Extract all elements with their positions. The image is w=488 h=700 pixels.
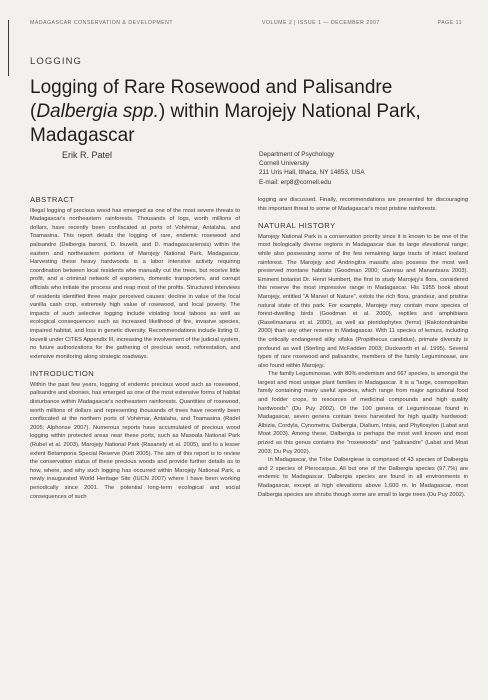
title-part-2: ) within Marojejy National Park, Madagascar	[30, 101, 421, 146]
introduction-text: Within the past few years, logging of endemic precious wood such as rosewood, palisandre and ebonies, has emerged as one of the most extensive forms of habitat disturbance within Madagascar's northeastern rainforests. Quantities of rosewood, worth millions of dollars and representing thousands of trees have recently been confiscated at the northern ports of Vohémar, Antalaha, and Toamasina (Radel 2005; Alphonse 2007). Numerous reports have accumulated of precious wood logging within protected areas near these ports, such as Masoala National Park (Rubel et al. 2003), Marojejy National Park (Rasanely et al. 2005), and to a lesser extent Betampona Special Reserve (Kett 2005). The aim of this report is to review the conservation status of these precious woods and provide further details as to how, where, and why such logging has occurred within Marojejy National Park, a newly inaugurated World Heritage Site (IUCN 2007) where I have been working periodically since 2001. The potential long-term ecological and social consequences of such	[30, 381, 240, 500]
title-italic: Dalbergia spp.	[36, 101, 159, 122]
natural-history-heading: NATURAL HISTORY	[258, 221, 336, 231]
section-label: LOGGING	[30, 56, 83, 67]
natural-history-paragraph-3: In Madagascar, the Tribe Dalbergieae is comprised of 43 species of Dalbergia and 2 species of Pterocarpus. All but one of the Dalbergia species (97.7%) are endemic to Madagascar. Dalbergia species are found in all environments in Madagascar, except at high elevations above 1,600 m. In Madagascar, most Dalbergia species are shrubs though some are small to large trees (Du Puy 2002).	[258, 457, 468, 498]
running-header	[30, 20, 462, 30]
natural-history-paragraph-1: Marojejy National Park is a conservation priority since it is known to be one of the most biologically diverse regions in Madagascar due its large elevational range; while also possessing some of the few remaining large tracts of intact lowland rainforest. The Marojejy and Andringitra massifs also possess the most well preserved montane habitats (Goodman 2000; Garreau and Manantsara 2003). Eminent botanist Dr. Henri Humbert, the first to study Marojejy's flora, considered this reserve the most impressive range in Madagascar. His 1955 book about Marojejy, entitled "A Marvel of Nature", extols the rich flora, grandeur, and pristine natural state of this park. For example, Marojejy may contain more species of forest-dwelling birds (Goodman et al. 2000), reptiles and amphibians (Raselimanana et al. 2000), as well as pteridophytes (ferns) (Rakotondrainibe 2000) than any other reserve in Madagascar. With 11 species of lemurs, including the critically endangered silky sifaka (Propithecus candidus), primate diversity is profound as well (Sterling and McFadden 2003; Duckworth et al. 1995). Several types of rare rosewood and palisandre, members of the family Leguminosae, are also found within Marojejy.	[258, 233, 468, 369]
issue-info: VOLUME 2 | ISSUE 1 — DECEMBER 2007	[262, 20, 380, 26]
affiliation-line: 211 Uris Hall, Ithaca, NY 14853, USA	[259, 169, 365, 177]
right-column	[258, 196, 468, 499]
article-title	[30, 76, 466, 148]
abstract-heading: ABSTRACT	[30, 195, 75, 204]
title-part-1: Logging of Rare Rosewood and Palisandre (	[30, 77, 393, 122]
abstract-text: Illegal logging of precious wood has emerged as one of the most severe threats to Madagascar's northeastern rainforests. Thousands of logs, worth millions of dollars, have recently been confiscated at ports of Vohémar, Antalaha, and Toamasina. This report details the logging of rare, endemic rosewood and palisandre (Dalbergia baronii, D. louvelii, and D. madagascariensis) within the eastern and northeastern portions of Marojejy National Park, Madagascar. Harvesting these heavy hardwoods is a labor intensive activity requiring coordination between local residents who manually cut the trees, but receive little profit, and a criminal network of exporters, domestic transporters, and corrupt officials who initiate the process and reap most of the profits. Structured interviews of residents identified three major perceived causes: decline in value of the local vanilla cash crop, extremely high value of rosewood, and local poverty. The impacts of such selective logging include violating local taboos as well as ecological consequences such as increased likelihood of fire, invasive species, impaired habitat, and loss in genetic diversity. Recommendations include listing D. louvelii under CITES Appendix III, increasing the involvement of the judicial system, no future authorizations for the gathering of precious wood, reforestation, and extensive monitoring along strategic roadways.	[30, 207, 240, 360]
journal-name: MADAGASCAR CONSERVATION & DEVELOPMENT	[30, 20, 174, 26]
author-email: E-mail: erp8@cornell.edu	[259, 178, 332, 186]
author-affiliation	[259, 150, 365, 187]
natural-history-paragraph-2: The family Leguminosae, with 80% endemism and 667 species, is amongst the largest and most unique plant families in Madagascar. It is a "large, cosmopolitan family containing many useful species, which range from major agricultural food and fodder crops, to resources of medicinal compounds and high quality hardwoods" (Du Puy 2002). Of the 100 genera of Leguminosae found in Madagascar, seven genera contain trees harvested for high quality hardwood: Albizia, Cordyla, Cynometra, Dalbergia, Dialium, Intsia, and Phylloxylon (Labat and Moat 2003). Among these, Dalbergia is perhaps the most well known and most prized as this genus contains the "rosewoods" and "palisandre" (Labat and Moat 2003; Du Puy 2002).	[258, 371, 468, 455]
introduction-heading: INTRODUCTION	[30, 369, 95, 379]
margin-rule	[8, 20, 9, 76]
left-column	[30, 196, 240, 501]
affiliation-line: Cornell University	[259, 160, 310, 168]
affiliation-line: Department of Psychology	[259, 151, 334, 158]
page-number: PAGE 11	[437, 20, 462, 26]
introduction-continued: logging are discussed. Finally, recommendations are presented for discouraging this important threat to some of Madagascar's most pristine rainforests.	[258, 197, 468, 212]
author-name: Erik R. Patel	[62, 150, 113, 160]
